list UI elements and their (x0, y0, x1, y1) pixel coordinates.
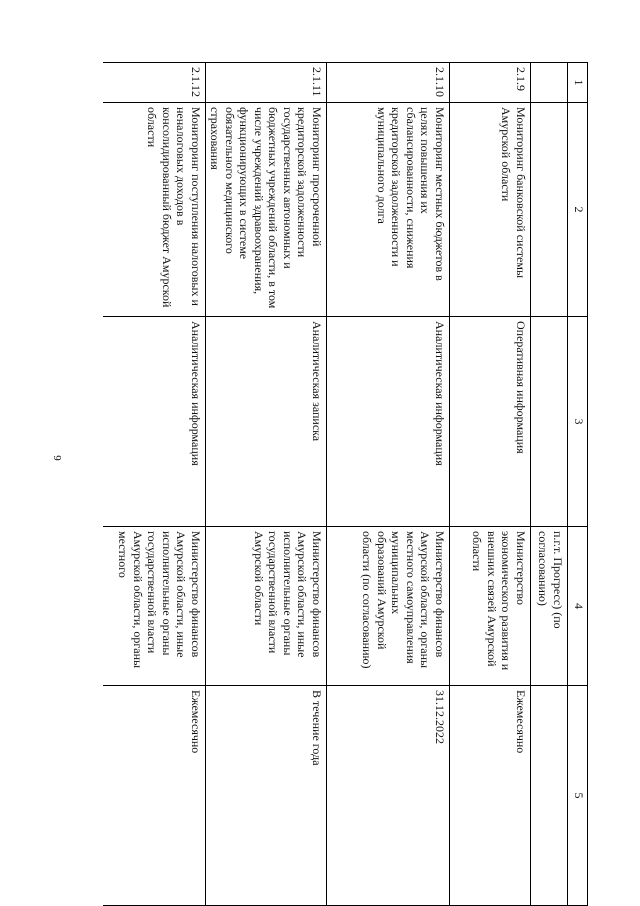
deadline (531, 686, 568, 906)
measure-name (531, 103, 568, 317)
table-row (327, 63, 450, 906)
table-row (450, 63, 531, 906)
table-row (531, 63, 568, 906)
deadline: Ежемесячно (450, 686, 531, 906)
report-form: Аналитическая информация (103, 317, 206, 527)
responsible-executor: п.г.т. Прогресс) (по согласованию) (531, 527, 568, 686)
row-number: 2.1.11 (206, 63, 327, 103)
row-number: 2.1.9 (450, 63, 531, 103)
page-number: 6 (52, 455, 64, 461)
measure-name: Мониторинг просроченной кредиторской задолженности государственных автономных и бюджетных учреждений области, в том числе учреждений здравоохранения, функционирующих в системе обязательного медицинского страхования (206, 103, 327, 317)
row-number: 2.1.10 (327, 63, 450, 103)
responsible-executor: Министерство финансов Амурской области, иные исполнительные органы государственной власти Амурской области, органы местного (103, 527, 206, 686)
deadline: 31.12.2022 (327, 686, 450, 906)
header-cell: 4 (568, 527, 588, 686)
deadline: Ежемесячно (103, 686, 206, 906)
measure-name: Мониторинг поступления налоговых и неналоговых доходов в консолидированный бюджет Амурской области (103, 103, 206, 317)
report-form: Аналитическая записка (206, 317, 327, 527)
row-number (531, 63, 568, 103)
measure-name: Мониторинг банковской системы Амурской области (450, 103, 531, 317)
report-form: Аналитическая информация (327, 317, 450, 527)
report-form: Оперативная информация (450, 317, 531, 527)
report-form (531, 317, 568, 527)
measures-table (103, 62, 588, 906)
header-cell: 2 (568, 103, 588, 317)
header-cell: 3 (568, 317, 588, 527)
deadline: В течение года (206, 686, 327, 906)
responsible-executor: Министерство финансов Амурской области, органы местного самоуправления муниципальных образований Амурской области (по согласованию) (327, 527, 450, 686)
table-row (103, 63, 206, 906)
responsible-executor: Министерство финансов Амурской области, иные исполнительные органы государственной власти Амурской области (206, 527, 327, 686)
responsible-executor: Министерство экономического развития и внешних связей Амурской области (450, 527, 531, 686)
header-cell: 1 (568, 63, 588, 103)
measure-name: Мониторинг местных бюджетов в целях повышения их сбалансированности, снижения кредиторской задолженности и муниципального долга (327, 103, 450, 317)
row-number: 2.1.12 (103, 63, 206, 103)
header-cell: 5 (568, 686, 588, 906)
table-row (206, 63, 327, 906)
table-header-row (568, 63, 588, 906)
